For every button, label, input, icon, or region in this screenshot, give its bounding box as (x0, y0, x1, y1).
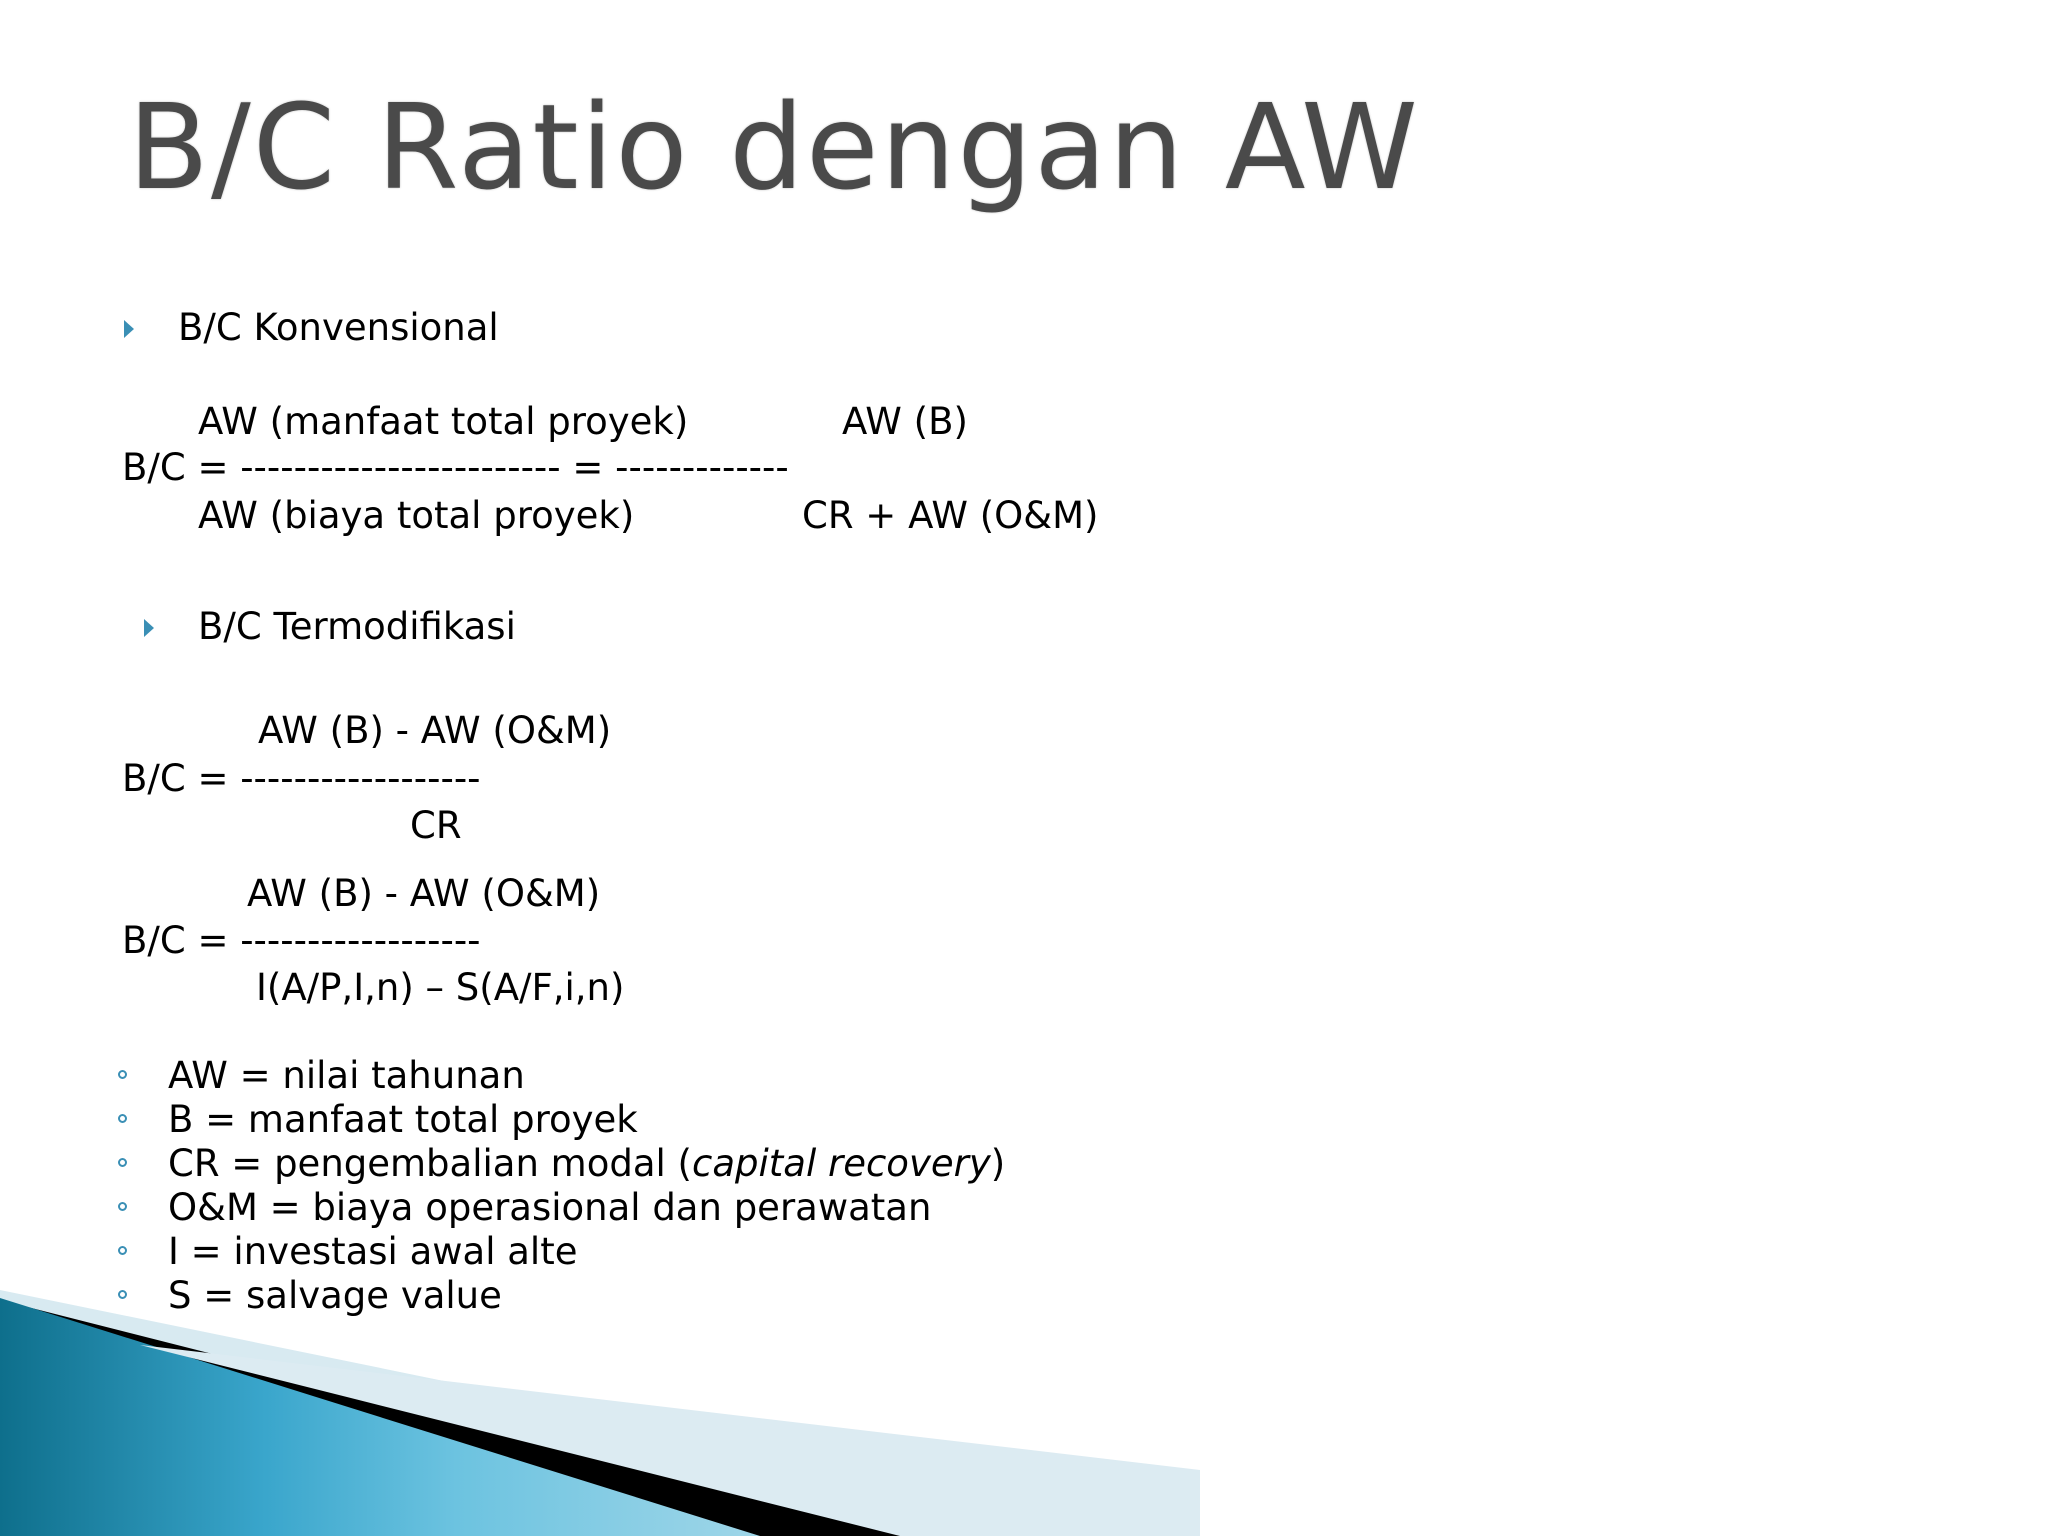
ring-bullet-icon (118, 1114, 127, 1123)
formula1-denominator-right: CR + AW (O&M) (802, 494, 1099, 537)
heading-bc-konvensional: B/C Konvensional (178, 306, 499, 349)
ring-bullet-icon (118, 1070, 127, 1079)
definition-cr-close: ) (990, 1142, 1006, 1185)
formula3-denominator: I(A/P,I,n) – S(A/F,i,n) (256, 966, 625, 1009)
heading-bc-termodifikasi: B/C Termodifikasi (198, 605, 516, 648)
definition-cr-text: CR = pengembalian modal ( (168, 1142, 692, 1185)
definition-item: AW = nilai tahunan (168, 1054, 525, 1097)
formula2-denominator: CR (410, 804, 462, 847)
ring-bullet-icon (118, 1246, 127, 1255)
formula3-fraction-line: B/C = ------------------ (122, 919, 481, 962)
definition-item: I = investasi awal alte (168, 1230, 578, 1273)
slide-title: B/C Ratio dengan AW (128, 78, 1420, 216)
formula2-fraction-line: B/C = ------------------ (122, 757, 481, 800)
ring-bullet-icon (118, 1290, 127, 1299)
formula1-denominator-left: AW (biaya total proyek) (198, 494, 635, 537)
triangle-bullet-icon (124, 320, 134, 338)
triangle-bullet-icon (144, 619, 154, 637)
definition-item: O&M = biaya operasional dan perawatan (168, 1186, 932, 1229)
definition-item: B = manfaat total proyek (168, 1098, 638, 1141)
formula1-fraction-line: B/C = ------------------------ = ------------- (122, 446, 789, 489)
formula1-numerator-right: AW (B) (842, 400, 968, 443)
formula3-numerator: AW (B) - AW (O&M) (247, 872, 601, 915)
formula1-numerator-left: AW (manfaat total proyek) (198, 400, 689, 443)
formula2-numerator: AW (B) - AW (O&M) (258, 709, 612, 752)
definition-item: S = salvage value (168, 1274, 502, 1317)
ring-bullet-icon (118, 1158, 127, 1167)
definition-item-cr (168, 1142, 1006, 1185)
definition-cr-italic: capital recovery (691, 1142, 991, 1185)
ring-bullet-icon (118, 1202, 127, 1211)
